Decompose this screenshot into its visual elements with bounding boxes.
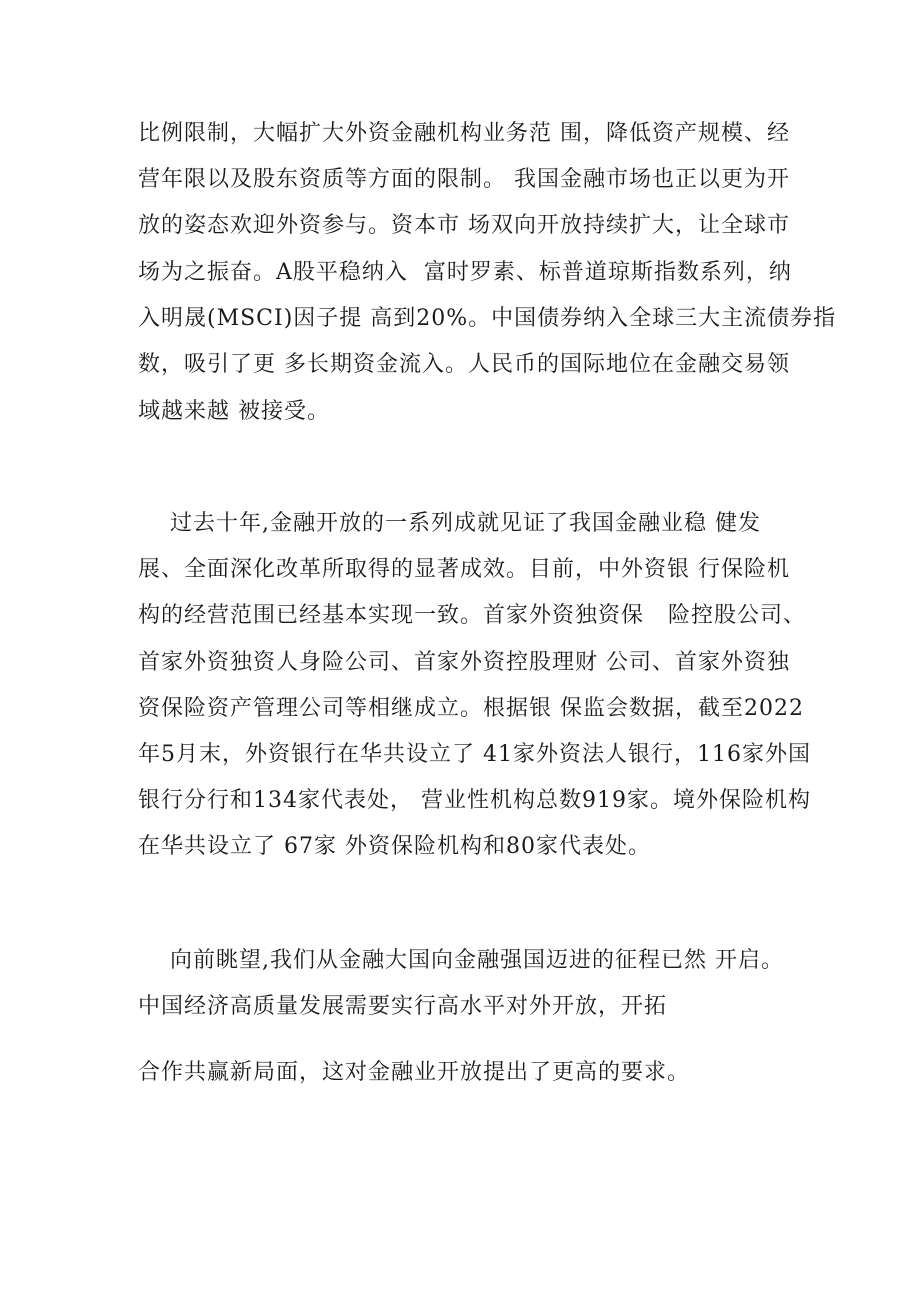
paragraph-1-line-3: 放的姿态欢迎外资参与。资本市 场双向开放持续扩大，让全球市 [138,213,790,238]
paragraph-2-line-6: 年5月末，外资银行在华共设立了 41家外资法人银行，116家外国 [138,742,811,767]
paragraph-1-line-6: 数，吸引了更 多长期资金流入。人民币的国际地位在金融交易领 [138,352,790,377]
paragraph-2-line-8: 在华共设立了 67家 外资保险机构和80家代表处。 [138,834,651,859]
paragraph-2-line-2: 展、全面深化改革所取得的显著成效。目前，中外资银 行保险机 [138,557,790,582]
paragraph-4-line-1: 合作共赢新局面，这对金融业开放提出了更高的要求。 [138,1060,691,1085]
paragraph-2-line-4: 首家外资独资人身险公司、首家外资控股理财 公司、首家外资独 [138,650,790,675]
paragraph-1-line-7: 域越来越 被接受。 [138,399,330,424]
paragraph-3-line-2: 中国经济高质量发展需要实行高水平对外开放，开拓 [138,994,668,1019]
paragraph-1-line-2: 营年限以及股东资质等方面的限制。 我国金融市场也正以更为开 [138,167,790,192]
paragraph-3-line-1: 向前眺望,我们从金融大国向金融强国迈进的征程已然 开启。 [138,948,784,973]
paragraph-2-line-1: 过去十年,金融开放的一系列成就见证了我国金融业稳 健发 [138,511,761,536]
paragraph-2-line-3: 构的经营范围已经基本实现一致。首家外资独资保 险控股公司、 [138,603,806,628]
paragraph-1-line-5: 入明晟(MSCI)因子提 高到20%。中国债券纳入全球三大主流债券指 [138,306,837,331]
paragraph-2-line-5: 资保险资产管理公司等相继成立。根据银 保监会数据，截至2022 [138,696,804,721]
paragraph-1-line-4: 场为之振奋。A股平稳纳入 富时罗素、标普道琼斯指数系列，纳 [138,260,792,285]
paragraph-1-line-1: 比例限制，大幅扩大外资金融机构业务范 围，降低资产规模、经 [138,121,790,146]
paragraph-2-line-7: 银行分行和134家代表处， 营业性机构总数919家。境外保险机构 [138,788,811,813]
